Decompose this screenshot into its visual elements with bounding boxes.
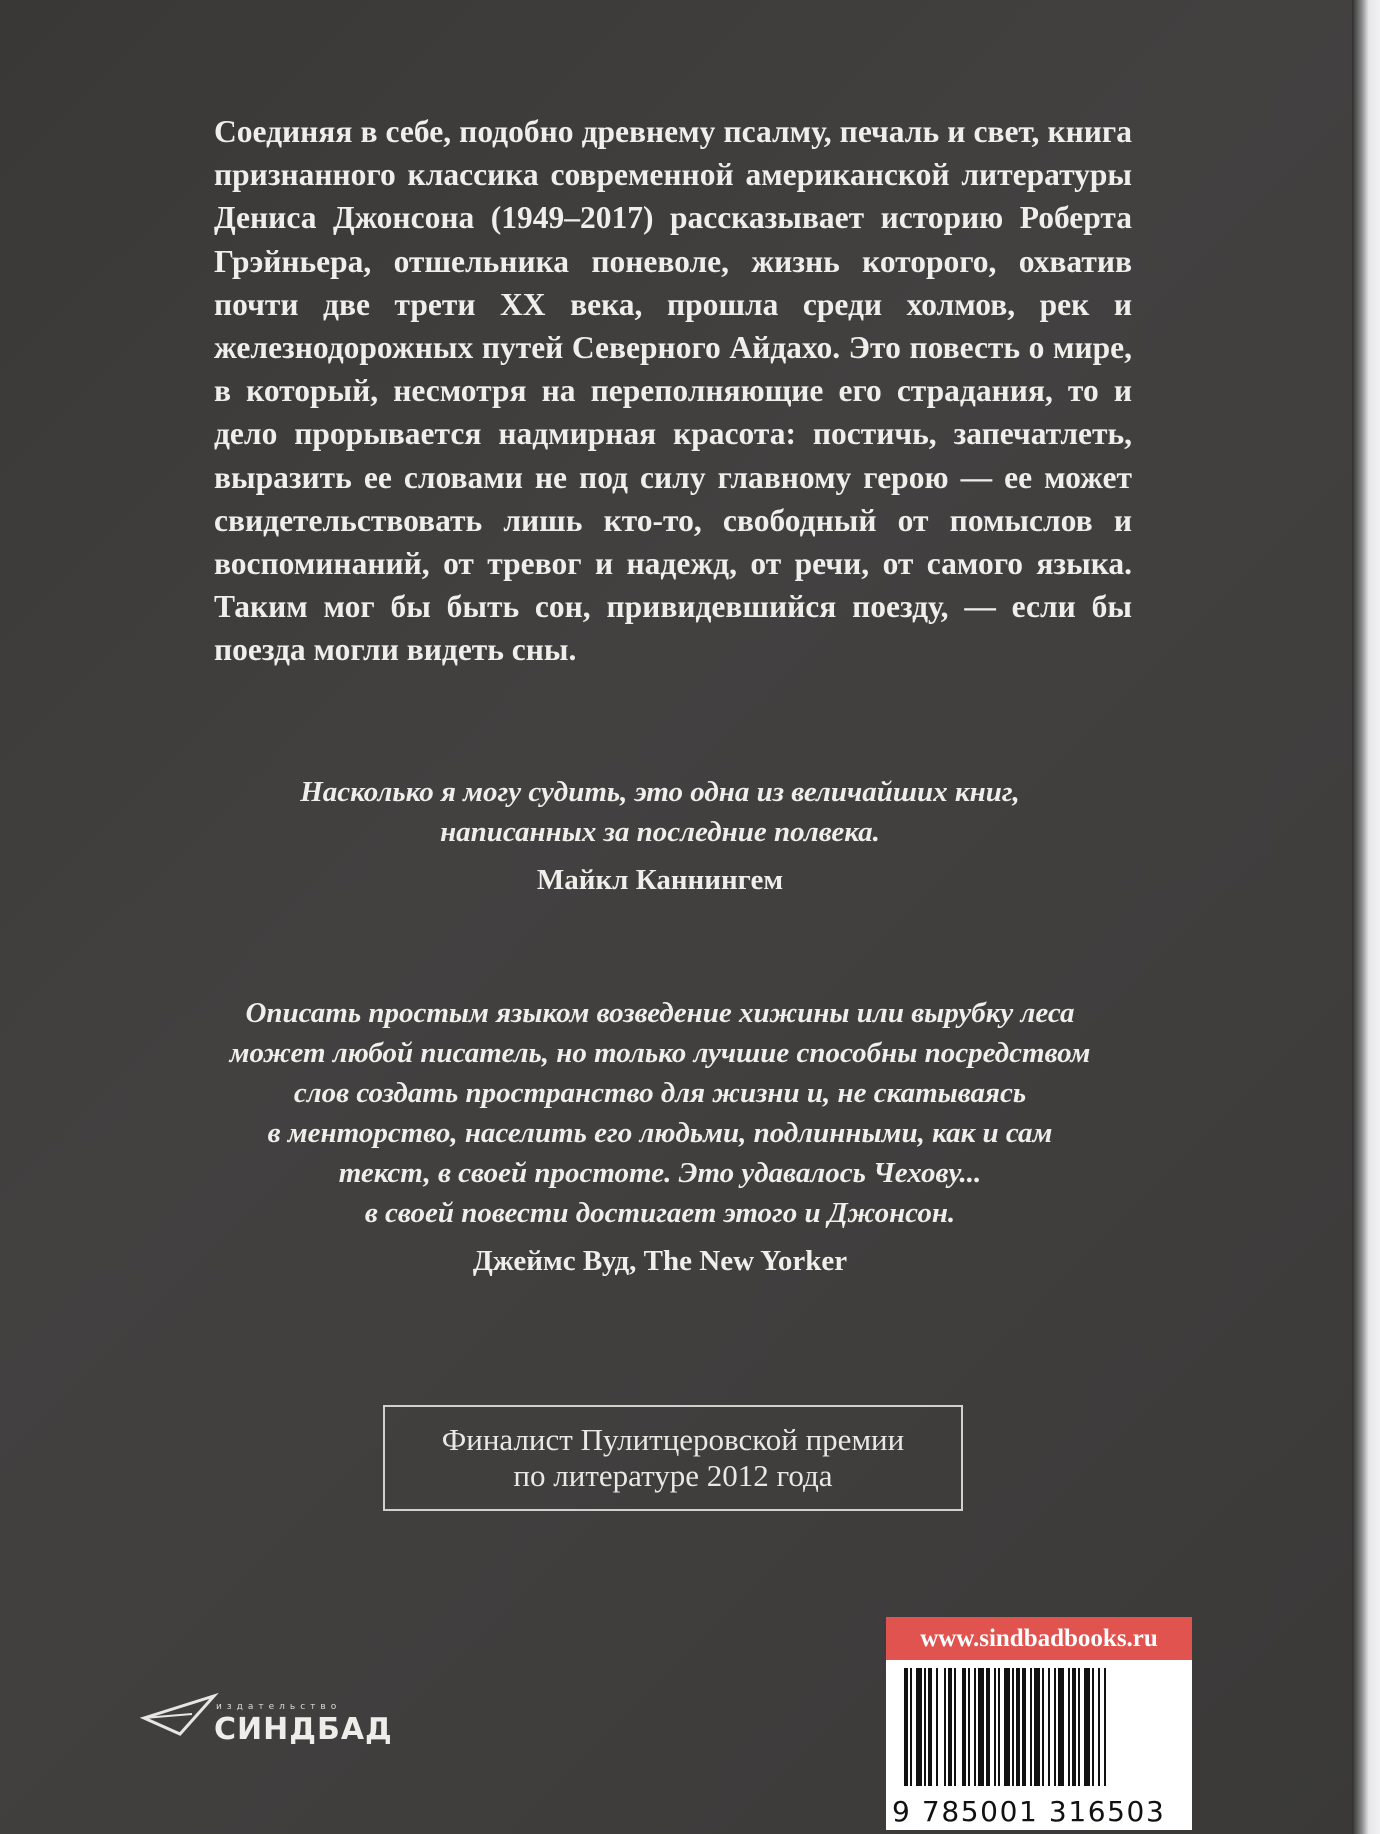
award-box: [383, 1405, 963, 1511]
quote-author: Джеймс Вуд, The New Yorker: [472, 1245, 848, 1277]
isbn-digits: 9 785001 316503: [892, 1795, 1166, 1828]
barcode-bar: [1004, 1668, 1010, 1786]
barcode-bar: [994, 1668, 996, 1786]
award-line: по литературе 2012 года: [513, 1458, 833, 1493]
quote-line: Описать простым языком возведение хижины или вырубку леса: [245, 997, 1075, 1029]
publisher-label: издательство: [216, 1702, 342, 1712]
barcode-bar: [1054, 1668, 1056, 1786]
barcode-bar: [1098, 1668, 1100, 1786]
quote-line: Насколько я могу судить, это одна из величайших книг,: [300, 776, 1020, 808]
barcode-bar: [1058, 1668, 1064, 1786]
barcode-bar: [936, 1668, 938, 1786]
quote-text: [180, 993, 1140, 1233]
quote-cunningham: [180, 772, 1140, 900]
barcode-bar: [1012, 1668, 1014, 1786]
barcode-bar: [1072, 1668, 1076, 1786]
barcode-bar: [1016, 1668, 1020, 1786]
barcode-bar: [954, 1668, 956, 1786]
barcode-bar: [1042, 1668, 1044, 1786]
publisher-name: СИНДБАД: [214, 1712, 393, 1747]
barcode-bar: [1092, 1668, 1094, 1786]
barcode-bar: [1022, 1668, 1026, 1786]
quote-wood: [180, 993, 1140, 1281]
quote-line: текст, в своей простоте. Это удавалось Чехову...: [338, 1157, 982, 1189]
barcode-bar: [1084, 1668, 1090, 1786]
barcode-bar: [974, 1668, 976, 1786]
barcode: [886, 1660, 1192, 1830]
page-edge: [1352, 0, 1380, 1834]
barcode-bar: [904, 1668, 908, 1786]
barcode-bar: [928, 1668, 932, 1786]
quote-author: Майкл Каннингем: [536, 864, 784, 896]
barcode-bar: [916, 1668, 922, 1786]
quote-line: в менторство, населить его людьми, подлинными, как и сам: [267, 1117, 1053, 1149]
barcode-bar: [910, 1668, 912, 1786]
barcode-bar: [962, 1668, 966, 1786]
barcode-bar: [1030, 1668, 1032, 1786]
paper-plane-icon: [140, 1690, 220, 1750]
barcode-bar: [1068, 1668, 1070, 1786]
barcode-bar: [978, 1668, 984, 1786]
barcode-bar: [998, 1668, 1000, 1786]
quote-line: в своей повести достигает этого и Джонсон.: [364, 1197, 956, 1229]
barcode-bars: [886, 1660, 1192, 1792]
barcode-bar: [986, 1668, 990, 1786]
barcode-bar: [1048, 1668, 1050, 1786]
barcode-bar: [1078, 1668, 1080, 1786]
publisher-logo: [140, 1690, 420, 1760]
barcode-bar: [1034, 1668, 1040, 1786]
quote-line: написанных за последние полвека.: [440, 816, 880, 848]
barcode-bar: [924, 1668, 926, 1786]
award-line: Финалист Пулитцеровской премии: [441, 1422, 905, 1457]
blurb-text: Соединяя в себе, подобно древнему псалму, печаль и свет, книга признанного классика современной американской литературы Дениса Джонсона (1949–2017) рассказывает историю Роберта Грэйньера, отшельника поневоле, жизнь которого, охватив почти две трети XX века, прошла среди холмов, рек и железнодорожных путей Северного Айдахо. Это повесть о мире, в который, несмотря на переполняющие его страдания, то и дело прорывается надмирная красота: постичь, запечатлеть, выразить ее словами не под силу главному герою — ее может свидетельствовать лишь кто-то, свободный от помыслов и воспоминаний, от тревог и надежд, от речи, от самого языка. Таким мог бы быть сон, привидевшийся поезду, — если бы поезда могли видеть сны.: [214, 114, 1132, 668]
quote-text: [180, 772, 1140, 852]
website-url[interactable]: www.sindbadbooks.ru: [886, 1617, 1192, 1660]
quote-line: может любой писатель, но только лучшие способны посредством: [229, 1037, 1091, 1069]
barcode-bar: [968, 1668, 970, 1786]
barcode-bar: [944, 1668, 946, 1786]
barcode-bar: [948, 1668, 952, 1786]
barcode-bar: [1104, 1668, 1106, 1786]
quote-line: слов создать пространство для жизни и, не скатываясь: [293, 1077, 1027, 1109]
